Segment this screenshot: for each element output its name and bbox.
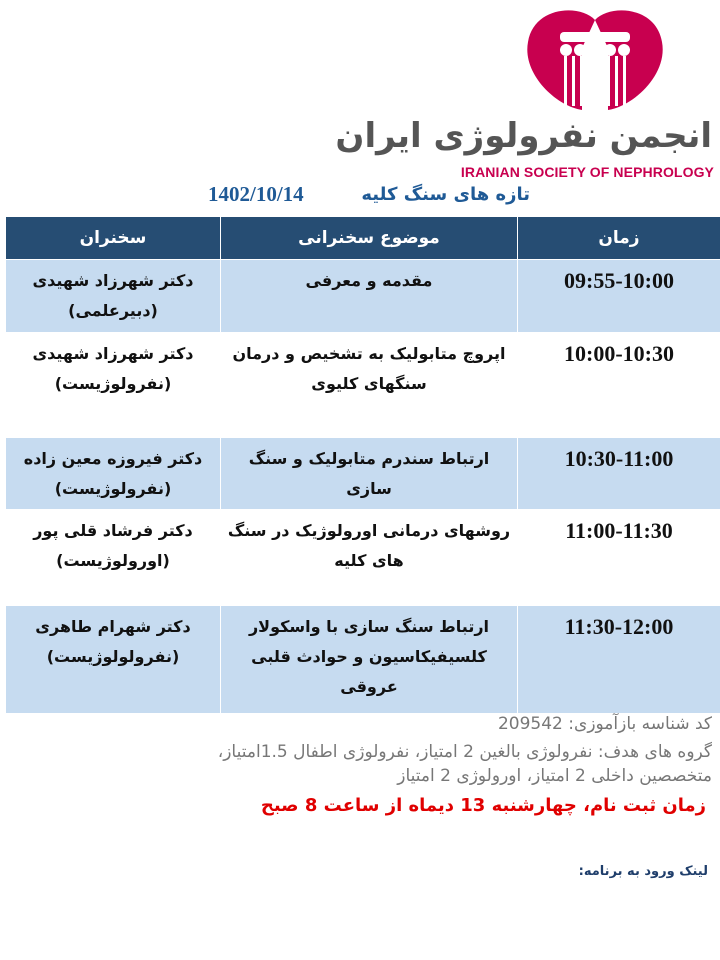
table-row — [6, 606, 720, 714]
society-logo — [335, 8, 718, 180]
topic-cell: ارتباط سنگ سازی با واسکولار کلسیفیکاسیون و حوادث قلبی عروقی — [221, 606, 518, 714]
speaker-cell: دکتر شهرزاد شهیدی (نفرولوژیست) — [6, 333, 221, 438]
column-header-speaker: سخنران — [6, 217, 221, 260]
time-cell: 10:30-11:00 — [518, 438, 720, 510]
column-header-time: زمان — [518, 217, 720, 260]
table-header-row — [6, 217, 720, 260]
speaker-cell: دکتر شهرام طاهری (نفرولولوژیست) — [6, 606, 221, 714]
kidney-columns-icon — [520, 8, 670, 112]
time-cell: 09:55-10:00 — [518, 260, 720, 333]
topic-cell: روشهای درمانی اورولوژیک در سنگ های کلیه — [221, 510, 518, 606]
code-line: کد شناسه بازآموزی: 209542 — [497, 714, 712, 734]
column-header-topic: موضوع سخنرانی — [221, 217, 518, 260]
topic-cell: اپروچ متابولیک به تشخیص و درمان سنگهای کلیوی — [221, 333, 518, 438]
title-text: تازه های سنگ کلیه — [361, 184, 530, 205]
logo-persian-text: انجمن نفرولوژی ایران — [335, 116, 712, 156]
topic-cell: مقدمه و معرفی — [221, 260, 518, 333]
speaker-cell: دکتر فرشاد قلی پور (اورولوژیست) — [6, 510, 221, 606]
page-title — [200, 182, 530, 212]
table-row — [6, 438, 720, 510]
speaker-cell: دکتر شهرزاد شهیدی (دبیرعلمی) — [6, 260, 221, 333]
registration-notice: زمان ثبت نام، چهارشنبه 13 دیماه از ساعت 8 صبح — [260, 795, 706, 816]
speaker-cell: دکتر فیروزه معین زاده (نفرولوژیست) — [6, 438, 221, 510]
table-row — [6, 510, 720, 606]
time-cell: 11:30-12:00 — [518, 606, 720, 714]
time-cell: 11:00-11:30 — [518, 510, 720, 606]
schedule-table — [5, 216, 720, 714]
target-groups-line-1: گروه های هدف: نفرولوژی بالغین 2 امتیاز، نفرولوژی اطفال 1.5امتیاز، — [217, 742, 712, 762]
target-groups-line-2: متخصصین داخلی 2 امتیاز، اورولوژی 2 امتیاز — [397, 766, 712, 786]
time-cell: 10:00-10:30 — [518, 333, 720, 438]
table-row — [6, 260, 720, 333]
topic-cell: ارتباط سندرم متابولیک و سنگ سازی — [221, 438, 518, 510]
logo-english-text: IRANIAN SOCIETY OF NEPHROLOGY — [460, 164, 714, 180]
title-date: 1402/10/14 — [208, 182, 304, 206]
table-row — [6, 333, 720, 438]
program-link-label[interactable]: لینک ورود به برنامه: — [578, 864, 708, 879]
